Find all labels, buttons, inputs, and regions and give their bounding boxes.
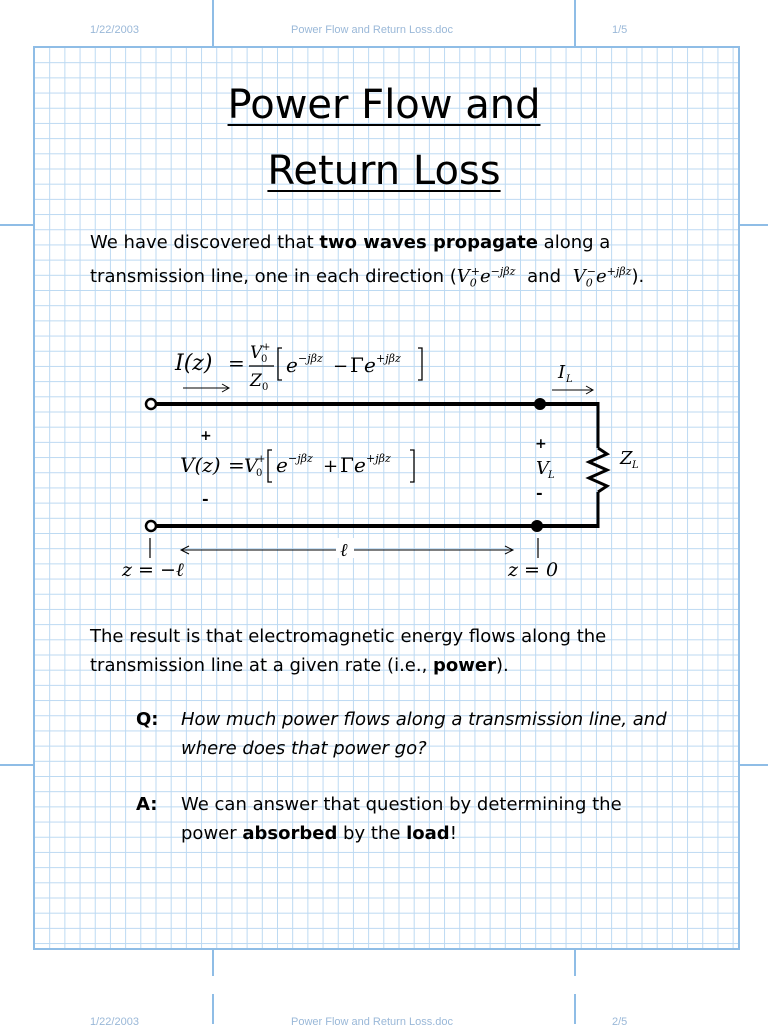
page-tick	[212, 0, 214, 46]
gamma: Γ	[350, 353, 364, 377]
load-resistor	[589, 448, 607, 492]
load-impedance-label: Z	[620, 448, 633, 469]
intro-text: ).	[631, 266, 645, 287]
input-terminal-top	[146, 399, 156, 409]
page-tick	[736, 764, 768, 766]
load-current-sub: L	[566, 374, 573, 385]
gamma: Γ	[340, 453, 354, 477]
result-text: transmission line at a given rate (i.e.,	[90, 655, 434, 676]
page-tick	[0, 224, 33, 226]
exp-e: e	[364, 353, 376, 377]
z-left-label: z = −ℓ	[122, 559, 184, 581]
intro-line2	[90, 257, 644, 298]
page-tick	[574, 994, 576, 1024]
footer-page: 2/5	[612, 1016, 628, 1028]
voltage-minus: -	[202, 489, 209, 508]
page-title-line2: Return Loss	[267, 148, 501, 194]
footer-filename: Power Flow and Return Loss.doc	[291, 1016, 454, 1028]
exp-e: e	[286, 353, 298, 377]
exp-sup: −jβz	[298, 352, 323, 365]
voltage-eq-lhs: V(z)	[180, 453, 221, 477]
answer-line1: We can answer that question by determining the	[181, 794, 622, 815]
intro-text: and	[527, 266, 562, 287]
v0-sub: 0	[256, 468, 263, 479]
result-line1: The result is that electromagnetic energy flows along the	[90, 626, 607, 647]
transmission-line-diagram	[0, 330, 768, 590]
load-impedance-sub: L	[632, 460, 639, 471]
z0-sub: 0	[262, 382, 269, 393]
minus-op: −	[333, 356, 349, 377]
answer-text: !	[449, 823, 457, 844]
question-line1: How much power flows along a transmission line, and	[181, 709, 667, 730]
current-eq-lhs: I(z)	[175, 351, 213, 376]
bracket-right	[410, 450, 414, 482]
page-tick	[212, 994, 214, 1024]
bracket-left	[268, 450, 272, 482]
result-line2	[90, 651, 509, 680]
header-page: 1/5	[612, 24, 628, 36]
exp-sup: +jβz	[366, 452, 391, 465]
page-tick	[0, 764, 33, 766]
v0plus-sub: 0	[261, 354, 268, 365]
v0-sup: +	[257, 454, 266, 465]
load-node-top	[534, 398, 546, 410]
reverse-wave-expr: $V_0^-e^{+j\beta z}$	[572, 265, 632, 290]
answer-label: A:	[136, 794, 158, 815]
question-label: Q:	[136, 709, 159, 730]
exp-e: e	[354, 453, 366, 477]
header-date: 1/22/2003	[90, 24, 139, 36]
load-node-bottom	[531, 520, 543, 532]
answer-line2	[181, 819, 457, 848]
v0-term: V	[244, 455, 258, 477]
answer-text: by the	[337, 823, 407, 844]
page-title-line1: Power Flow and	[227, 82, 541, 128]
input-terminal-bottom	[146, 521, 156, 531]
exp-sup: +jβz	[376, 352, 401, 365]
page-tick	[212, 946, 214, 976]
load-voltage-sub: L	[548, 470, 555, 481]
exp-sup: −jβz	[288, 452, 313, 465]
question-line2: where does that power go?	[181, 738, 427, 759]
page-tick	[574, 0, 576, 46]
intro-text: transmission line, one in each direction (	[90, 266, 457, 287]
answer-bold: load	[406, 823, 450, 844]
load-current-label: I	[558, 362, 566, 383]
footer-date: 1/22/2003	[90, 1016, 139, 1028]
page-tick	[736, 224, 768, 226]
load-voltage-label: V	[536, 458, 549, 479]
bracket-left	[278, 348, 282, 380]
answer-text: power	[181, 823, 243, 844]
page-tick	[574, 946, 576, 976]
length-label: ℓ	[340, 540, 348, 561]
intro-text: along a	[537, 232, 611, 253]
v0plus-num: V	[250, 343, 263, 363]
answer-bold: absorbed	[242, 823, 338, 844]
load-voltage-plus: +	[535, 436, 547, 452]
forward-wave-expr: $V_0^+e^{-j\beta z}$	[456, 265, 516, 290]
header-filename: Power Flow and Return Loss.doc	[291, 24, 454, 36]
plus-op: +	[323, 456, 339, 477]
bracket-right	[418, 348, 422, 380]
result-bold: power	[433, 655, 496, 676]
intro-line1	[90, 228, 610, 257]
equals-sign: =	[228, 453, 245, 477]
exp-e: e	[276, 453, 288, 477]
load-voltage-minus: -	[536, 483, 543, 502]
intro-bold: two waves propagate	[319, 232, 538, 253]
intro-text: We have discovered that	[90, 232, 320, 253]
voltage-plus: +	[200, 428, 212, 444]
equals-sign: =	[228, 351, 245, 375]
z-right-label: z = 0	[508, 559, 559, 581]
v0plus-sup: +	[262, 342, 271, 353]
result-text: ).	[496, 655, 509, 676]
z0-den: Z	[250, 371, 262, 391]
